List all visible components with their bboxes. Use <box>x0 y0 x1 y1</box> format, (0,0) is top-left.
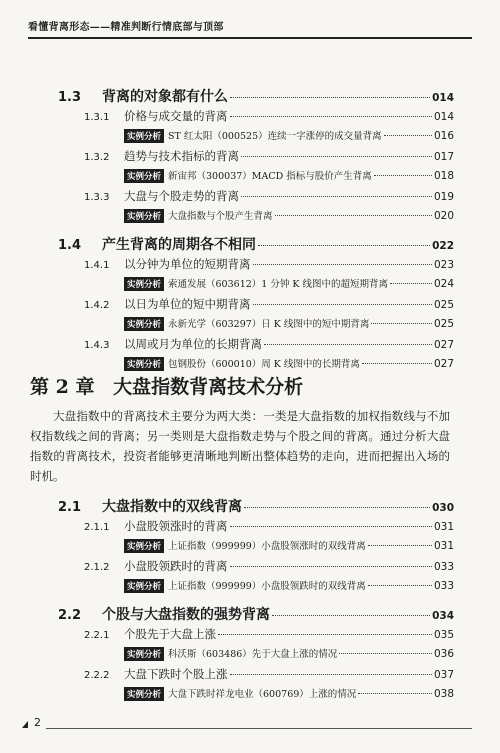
toc-page-number: 023 <box>433 259 454 271</box>
toc-page-number: 019 <box>433 191 454 203</box>
toc-page-number: 025 <box>433 299 454 311</box>
toc-entry-number: 1.3.2 <box>84 152 110 163</box>
chapter-intro-text: 大盘指数中的背离技术主要分为两大类：一类是大盘指数的加权指数线与不加权指数线之间的背离；另一类则是大盘指数走势与个股之间的背离。通过分析大盘指数的背离技术，投资者能够更清晰地判断出整体趋势的走向，进而把握出入场的时机。 <box>30 409 450 483</box>
toc-entry-title <box>124 578 366 593</box>
leader-dots <box>230 116 432 117</box>
toc-entry-number: 2.2.2 <box>84 670 110 681</box>
leader-dots <box>218 634 432 635</box>
toc-section-bottom <box>58 490 454 706</box>
toc-page-number: 017 <box>433 151 454 163</box>
toc-entry-text: 包钢股份（600010）周 K 线图中的长期背离 <box>168 359 360 370</box>
toc-page-number: 024 <box>433 278 454 290</box>
toc-page-number: 033 <box>433 580 454 592</box>
toc-entry-title <box>84 148 239 164</box>
toc-entry-sub[interactable] <box>58 558 454 578</box>
toc-entry-title <box>124 686 356 701</box>
toc-page-number: 036 <box>433 648 454 660</box>
toc-entry-number: 1.4.2 <box>84 300 110 311</box>
toc-entry-title <box>58 234 256 254</box>
toc-entry-text: 科沃斯（603486）先于大盘上涨的情况 <box>168 649 338 660</box>
toc-entry-sub[interactable] <box>58 336 454 356</box>
leader-dots <box>371 323 432 324</box>
toc-entry-text: 个股与大盘指数的强势背离 <box>102 607 270 623</box>
toc-entry-sec[interactable] <box>58 86 454 108</box>
chapter-number: 第 2 章 <box>30 376 95 398</box>
toc-entry-title <box>84 336 262 352</box>
leader-dots <box>230 526 432 527</box>
toc-entry-sub[interactable] <box>58 296 454 316</box>
case-analysis-badge: 实例分析 <box>124 647 164 661</box>
toc-page-number: 018 <box>433 170 454 182</box>
toc-entry-sec[interactable] <box>58 604 454 626</box>
toc-entry-number: 1.4.3 <box>84 340 110 351</box>
toc-page-number: 033 <box>433 561 454 573</box>
toc-entry-case[interactable] <box>58 168 454 188</box>
toc-entry-text: 个股先于大盘上涨 <box>124 627 216 641</box>
running-header: 看懂背离形态——精准判断行情底部与顶部 <box>28 22 224 33</box>
toc-page-number: 030 <box>432 502 454 514</box>
toc-entry-title <box>124 356 360 371</box>
toc-section-top <box>58 80 454 376</box>
case-analysis-badge: 实例分析 <box>124 317 164 331</box>
toc-entry-number: 2.2 <box>58 608 82 623</box>
case-analysis-badge: 实例分析 <box>124 209 164 223</box>
toc-entry-text: 上证指数（999999）小盘股领跌时的双线背离 <box>168 581 366 592</box>
leader-dots <box>275 215 432 216</box>
case-analysis-badge: 实例分析 <box>124 539 164 553</box>
leader-dots <box>358 693 432 694</box>
leader-dots <box>230 674 432 675</box>
toc-entry-title <box>84 256 251 272</box>
toc-entry-title <box>124 538 366 553</box>
toc-entry-text: 大盘下跌时祥龙电业（600769）上涨的情况 <box>168 689 357 700</box>
toc-entry-number: 2.1.1 <box>84 522 110 533</box>
toc-entry-number: 1.4.1 <box>84 260 110 271</box>
footer-rule <box>46 728 472 729</box>
leader-dots <box>264 344 432 345</box>
toc-page-number: 025 <box>433 318 454 330</box>
toc-entry-case[interactable] <box>58 276 454 296</box>
case-analysis-badge: 实例分析 <box>124 129 164 143</box>
toc-entry-sec[interactable] <box>58 234 454 256</box>
toc-entry-case[interactable] <box>58 208 454 228</box>
toc-page-number: 031 <box>433 521 454 533</box>
toc-entry-title <box>84 518 228 534</box>
leader-dots <box>244 507 430 508</box>
chapter-heading <box>30 372 303 399</box>
toc-entry-title <box>84 558 228 574</box>
toc-page-number: 016 <box>433 130 454 142</box>
toc-entry-case[interactable] <box>58 646 454 666</box>
toc-entry-title <box>124 276 388 291</box>
toc-entry-number: 1.3 <box>58 90 82 105</box>
toc-entry-title <box>124 316 369 331</box>
toc-page-number: 037 <box>433 669 454 681</box>
footer-triangle-icon <box>22 721 28 728</box>
leader-dots <box>368 545 432 546</box>
leader-dots <box>241 196 432 197</box>
leader-dots <box>241 156 432 157</box>
toc-entry-case[interactable] <box>58 316 454 336</box>
toc-entry-text: 以分钟为单位的短期背离 <box>124 257 251 271</box>
toc-entry-sec[interactable] <box>58 496 454 518</box>
case-analysis-badge: 实例分析 <box>124 687 164 701</box>
leader-dots <box>384 135 432 136</box>
toc-entry-number: 1.4 <box>58 238 82 253</box>
toc-entry-title <box>124 128 382 143</box>
leader-dots <box>230 566 432 567</box>
toc-entry-sub[interactable] <box>58 666 454 686</box>
chapter-intro <box>30 406 450 486</box>
chapter-title: 大盘指数背离技术分析 <box>113 376 304 398</box>
page-number: 2 <box>34 716 41 729</box>
toc-entry-title <box>58 604 270 624</box>
leader-dots <box>253 304 432 305</box>
toc-page-number: 014 <box>432 92 454 104</box>
toc-entry-text: 大盘指数中的双线背离 <box>102 499 242 515</box>
toc-entry-text: 上证指数（999999）小盘股领涨时的双线背离 <box>168 541 366 552</box>
toc-entry-text: ST 红太阳（000525）连续一字涨停的成交量背离 <box>168 131 382 142</box>
toc-entry-title <box>84 666 228 682</box>
toc-entry-text: 大盘指数与个股产生背离 <box>168 211 273 222</box>
toc-page-number: 035 <box>433 629 454 641</box>
toc-entry-text: 以日为单位的短中期背离 <box>124 297 251 311</box>
case-analysis-badge: 实例分析 <box>124 169 164 183</box>
toc-entry-sub[interactable] <box>58 148 454 168</box>
toc-page-number: 022 <box>432 240 454 252</box>
leader-dots <box>230 97 430 98</box>
toc-entry-text: 趋势与技术指标的背离 <box>124 149 239 163</box>
toc-entry-case[interactable] <box>58 578 454 598</box>
leader-dots <box>368 585 432 586</box>
toc-entry-sub[interactable] <box>58 256 454 276</box>
leader-dots <box>253 264 432 265</box>
toc-entry-title <box>84 626 216 642</box>
toc-entry-number: 2.1 <box>58 500 82 515</box>
toc-page-number: 031 <box>433 540 454 552</box>
toc-entry-number: 2.2.1 <box>84 630 110 641</box>
toc-entry-title <box>58 496 242 516</box>
toc-entry-title <box>84 188 239 204</box>
toc-entry-title <box>124 168 372 183</box>
toc-entry-sub[interactable] <box>58 188 454 208</box>
toc-page-number: 014 <box>433 111 454 123</box>
leader-dots <box>258 245 430 246</box>
toc-entry-text: 索通发展（603612）1 分钟 K 线图中的超短期背离 <box>168 279 388 290</box>
toc-entry-number: 1.3.3 <box>84 192 110 203</box>
toc-entry-title <box>84 108 228 124</box>
toc-entry-title <box>84 296 251 312</box>
leader-dots <box>362 363 432 364</box>
toc-entry-sub[interactable] <box>58 108 454 128</box>
toc-entry-text: 新宙邦（300037）MACD 指标与股价产生背离 <box>168 171 372 182</box>
toc-entry-sub[interactable] <box>58 518 454 538</box>
toc-page-number: 027 <box>433 339 454 351</box>
toc-page-number: 038 <box>433 688 454 700</box>
leader-dots <box>339 653 432 654</box>
toc-entry-text: 大盘与个股走势的背离 <box>124 189 239 203</box>
header-rule <box>28 37 472 39</box>
toc-entry-title <box>124 208 273 223</box>
toc-entry-sub[interactable] <box>58 626 454 646</box>
case-analysis-badge: 实例分析 <box>124 579 164 593</box>
toc-entry-text: 以周或月为单位的长期背离 <box>124 337 262 351</box>
toc-entry-number: 2.1.2 <box>84 562 110 573</box>
toc-entry-text: 产生背离的周期各不相同 <box>102 237 256 253</box>
leader-dots <box>272 615 430 616</box>
toc-page-number: 034 <box>432 610 454 622</box>
case-analysis-badge: 实例分析 <box>124 277 164 291</box>
leader-dots <box>390 283 432 284</box>
toc-entry-text: 小盘股领涨时的背离 <box>124 519 228 533</box>
case-analysis-badge: 实例分析 <box>124 357 164 371</box>
toc-entry-number: 1.3.1 <box>84 112 110 123</box>
toc-entry-case[interactable] <box>58 686 454 706</box>
toc-entry-title <box>58 86 228 106</box>
toc-page-number: 027 <box>433 358 454 370</box>
leader-dots <box>374 175 432 176</box>
toc-entry-case[interactable] <box>58 538 454 558</box>
toc-entry-text: 永新光学（603297）日 K 线图中的短中期背离 <box>168 319 370 330</box>
toc-entry-text: 小盘股领跌时的背离 <box>124 559 228 573</box>
toc-entry-title <box>124 646 337 661</box>
toc-entry-text: 价格与成交量的背离 <box>124 109 228 123</box>
toc-entry-text: 背离的对象都有什么 <box>102 89 228 105</box>
toc-page-number: 020 <box>433 210 454 222</box>
toc-entry-case[interactable] <box>58 128 454 148</box>
toc-entry-text: 大盘下跌时个股上涨 <box>124 667 228 681</box>
